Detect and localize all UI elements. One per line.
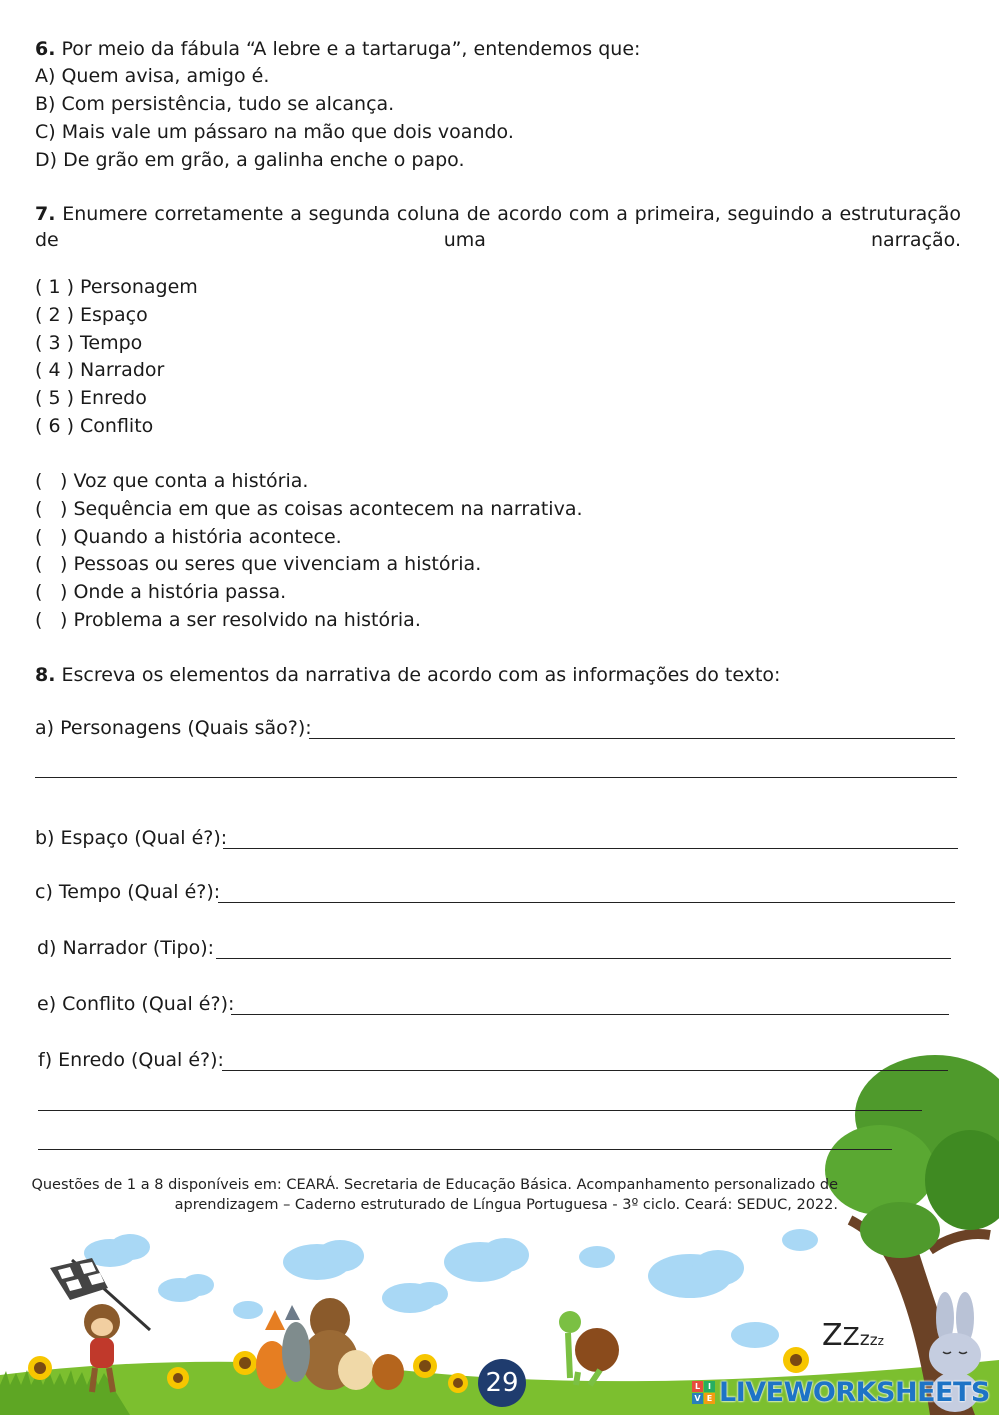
cloud-icon [782, 1229, 818, 1251]
q8-item-label: a) Personagens (Quais são?): [35, 717, 312, 739]
liveworksheets-logo[interactable] [692, 1378, 990, 1406]
q7-col1-item: ( 3 ) Tempo [35, 332, 143, 354]
cloud-icon [444, 1238, 529, 1282]
q7-col1-item: ( 2 ) Espaço [35, 304, 148, 326]
q7-text: Enumere corretamente a segunda coluna de acordo com a primeira, seguindo a estruturação de uma narração. [35, 203, 961, 251]
open-paren: ( [35, 553, 43, 575]
q7-col2-text: ) Problema a ser resolvido na história. [60, 609, 421, 631]
enredo-answer-field-line3[interactable] [38, 1125, 892, 1150]
q6-option-b: B) Com persistência, tudo se alcança. [35, 93, 395, 115]
open-paren: ( [35, 470, 43, 492]
sleep-z: Z [842, 1322, 860, 1351]
q6-text: Por meio da fábula “A lebre e a tartaruga”, entendemos que: [55, 38, 641, 60]
sleep-z: z [859, 1328, 870, 1350]
source-citation-line2: aprendizagem – Caderno estruturado de Língua Portuguesa - 3º ciclo. Ceará: SEDUC, 2022. [174, 1197, 838, 1213]
open-paren: ( [35, 526, 43, 548]
q6-option-a: A) Quem avisa, amigo é. [35, 65, 270, 87]
cloud-icon [382, 1282, 448, 1313]
sleep-z: Z [822, 1318, 843, 1353]
q7-col2-text: ) Voz que conta a história. [60, 470, 309, 492]
sleep-z: z [877, 1334, 884, 1348]
enredo-answer-field[interactable] [222, 1046, 948, 1071]
logo-letter: V [692, 1393, 703, 1404]
q6-option-c: C) Mais vale um pássaro na mão que dois voando. [35, 121, 514, 143]
q6-number: 6. [35, 38, 56, 60]
q7-col2-text: ) Onde a história passa. [60, 581, 287, 603]
forest-animals-icon [256, 1298, 404, 1390]
open-paren: ( [35, 498, 43, 520]
q8-item-label: e) Conflito (Qual é?): [37, 993, 235, 1015]
brand-name: LIVEWORKSHEETS [719, 1376, 990, 1408]
q7-number: 7. [35, 203, 56, 225]
q7-col2-text: ) Quando a história acontece. [60, 526, 342, 548]
q8-item-label: b) Espaço (Qual é?): [35, 827, 228, 849]
q6-option-d: D) De grão em grão, a galinha enche o papo. [35, 149, 465, 171]
q8-item-label: c) Tempo (Qual é?): [35, 881, 221, 903]
logo-letter: I [704, 1381, 715, 1392]
sleep-z: z [869, 1331, 878, 1349]
sleep-zzz-text [822, 1318, 884, 1353]
q7-col1-item: ( 1 ) Personagem [35, 276, 198, 298]
page-number-badge: 29 [478, 1359, 526, 1407]
open-paren: ( [35, 609, 43, 631]
q8-item-label: d) Narrador (Tipo): [37, 937, 215, 959]
sunflower-icon [783, 1347, 809, 1373]
q7-col2-text: ) Pessoas ou seres que vivenciam a história. [60, 553, 482, 575]
cloud-icon [158, 1274, 214, 1302]
q7-col2-text: ) Sequência em que as coisas acontecem na narrativa. [60, 498, 583, 520]
sunflower-icon [233, 1351, 257, 1375]
logo-letter: L [692, 1381, 703, 1392]
cloud-icon [731, 1322, 779, 1348]
open-paren: ( [35, 581, 43, 603]
liveworksheets-logo-mark [692, 1381, 715, 1404]
sunflower-icon [448, 1373, 468, 1393]
q7-col1-item: ( 6 ) Conflito [35, 415, 154, 437]
sunflower-icon [28, 1356, 52, 1380]
logo-letter: E [704, 1393, 715, 1404]
cloud-icon [579, 1246, 615, 1268]
q8-text: Escreva os elementos da narrativa de acordo com as informações do texto: [55, 664, 781, 686]
q7-col1-item: ( 5 ) Enredo [35, 387, 147, 409]
q8-item-label: f) Enredo (Qual é?): [38, 1049, 224, 1071]
cloud-icon [283, 1240, 364, 1280]
sunflower-icon [413, 1354, 437, 1378]
sunflower-icon [167, 1367, 189, 1389]
q8-number: 8. [35, 664, 56, 686]
enredo-answer-field-line2[interactable] [38, 1086, 922, 1111]
q7-col1-item: ( 4 ) Narrador [35, 359, 165, 381]
cloud-icon [233, 1301, 263, 1319]
cloud-icon [648, 1250, 744, 1298]
turtle-icon [559, 1311, 619, 1385]
source-citation-line1: Questões de 1 a 8 disponíveis em: CEARÁ. Secretaria de Educação Básica. Acompanhamento personalizado de [31, 1177, 838, 1193]
